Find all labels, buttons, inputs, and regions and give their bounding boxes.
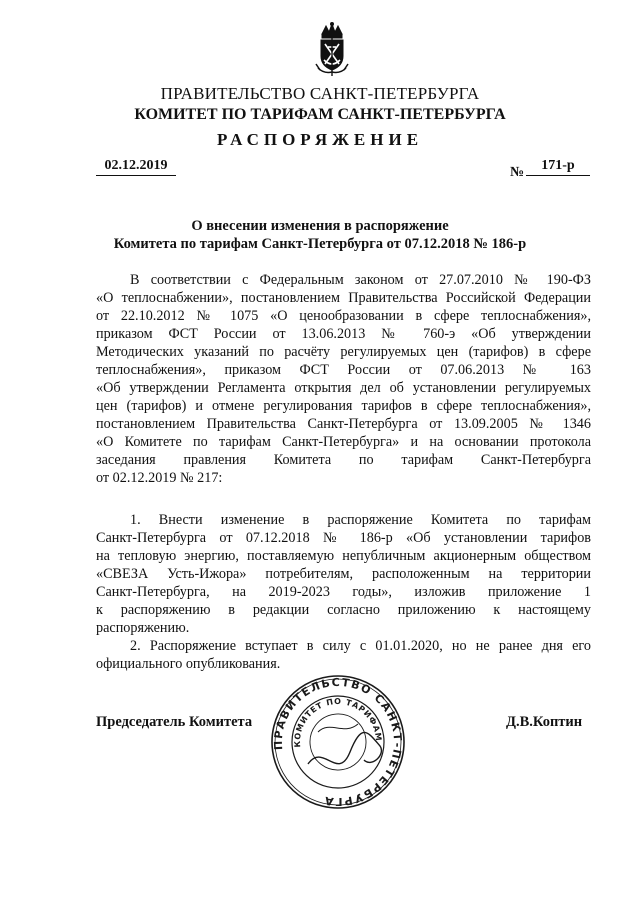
body-line: Методических указаний по расчёту регулируемых цен (тарифов) в сфере bbox=[96, 344, 591, 360]
item-1-line: «СВЕЗА Усть-Ижора» потребителям, расположенным на территории bbox=[96, 566, 591, 582]
body-line: цен (тарифов) и отмене регулирования тарифов в сфере теплоснабжения», bbox=[96, 398, 591, 414]
item-1-line: 1. Внести изменение в распоряжение Комитета по тарифам bbox=[130, 512, 591, 528]
body-line: «О Комитете по тарифам Санкт-Петербурга» и на основании протокола bbox=[96, 434, 591, 450]
coat-of-arms-icon bbox=[310, 22, 354, 78]
body-line: В соответствии с Федеральным законом от 27.07.2010 № 190-ФЗ bbox=[130, 272, 591, 288]
document-title-line: О внесении изменения в распоряжение bbox=[191, 218, 449, 234]
body-line: заседания правления Комитета по тарифам Санкт-Петербурга bbox=[96, 452, 591, 468]
document-number: 171-р bbox=[526, 158, 590, 176]
body-line: постановлением Правительства Санкт-Петербурга от 13.09.2005 № 1346 bbox=[96, 416, 591, 432]
item-1-line: к распоряжению в редакции согласно приложению к настоящему bbox=[96, 602, 591, 618]
government-name: ПРАВИТЕЛЬСТВО САНКТ-ПЕТЕРБУРГА bbox=[160, 84, 480, 103]
seal-outer-text: ПРАВИТЕЛЬСТВО САНКТ-ПЕТЕРБУРГА bbox=[271, 675, 405, 809]
committee-name: КОМИТЕТ ПО ТАРИФАМ САНКТ-ПЕТЕРБУРГА bbox=[134, 106, 506, 123]
document-date: 02.12.2019 bbox=[96, 158, 176, 176]
body-line: «О теплоснабжении», постановлением Правительства Российской Федерации bbox=[96, 290, 591, 306]
item-1-line: на тепловую энергию, поставляемую непубличным акционерным обществом bbox=[96, 548, 591, 564]
svg-text:ПРАВИТЕЛЬСТВО САНКТ-ПЕТЕРБУРГА bbox=[268, 672, 408, 812]
document-type: РАСПОРЯЖЕНИЕ bbox=[216, 130, 424, 149]
official-seal-stamp bbox=[268, 672, 408, 812]
body-line: от 22.10.2012 № 1075 «О ценообразовании в сфере теплоснабжения», bbox=[96, 308, 591, 324]
item-2-line: официального опубликования. bbox=[96, 656, 281, 672]
item-1-line: Санкт-Петербурга, на 2019-2023 годы», изложив приложение 1 bbox=[96, 584, 591, 600]
body-line: приказом ФСТ России от 13.06.2013 № 760-э «Об утверждении bbox=[96, 326, 591, 342]
seal-inner-text: КОМИТЕТ ПО ТАРИФАМ bbox=[292, 696, 384, 748]
number-sign: № bbox=[510, 165, 525, 180]
body-line: от 02.12.2019 № 217: bbox=[96, 470, 223, 486]
body-line: теплоснабжения», приказом ФСТ России от 07.06.2013 № 163 bbox=[96, 362, 591, 378]
signer-position: Председатель Комитета bbox=[96, 714, 253, 730]
item-1-line: Санкт-Петербурга от 07.12.2018 № 186-р «Об установлении тарифов bbox=[96, 530, 591, 546]
body-line: «Об утверждении Регламента открытия дел об установлении регулируемых bbox=[96, 380, 591, 396]
signer-name: Д.В.Коптин bbox=[506, 714, 583, 730]
document-title-line: Комитета по тарифам Санкт-Петербурга от 07.12.2018 № 186-р bbox=[113, 236, 527, 252]
item-2-line: 2. Распоряжение вступает в силу с 01.01.2020, но не ранее дня его bbox=[130, 638, 591, 654]
item-1-line: распоряжению. bbox=[96, 620, 190, 636]
